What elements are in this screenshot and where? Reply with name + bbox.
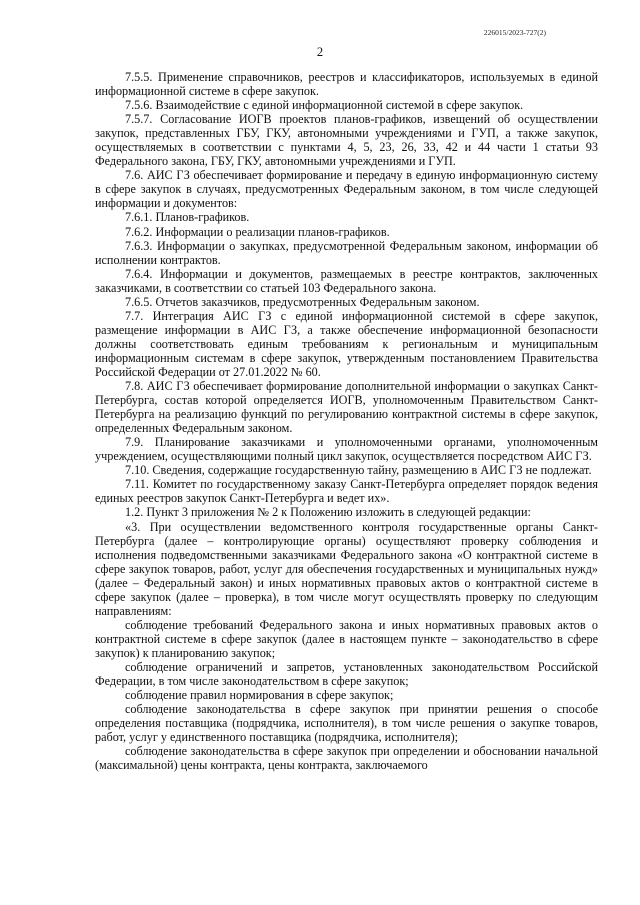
paragraph-7-6-3: 7.6.3. Информации о закупках, предусмотренной Федеральным законом, информации об исполнении контрактов. bbox=[95, 238, 598, 267]
paragraph-direction-3: соблюдение правил нормирования в сфере закупок; bbox=[125, 688, 394, 703]
paragraph-direction-1: соблюдение требований Федерального закона и иных нормативных правовых актов о контрактной системе в сфере закупок (далее в настоящем пункте – законодательство в сфере закупок) к планированию закупок; bbox=[95, 617, 598, 660]
paragraph-direction-5: соблюдение законодательства в сфере закупок при определении и обосновании начальной (максимальной) цены контракта, цены контракта, заключаемого bbox=[95, 744, 598, 773]
paragraph-direction-4: соблюдение законодательства в сфере закупок при принятии решения о способе определения поставщика (подрядчика, исполнителя), в том числе решения о закупке товаров, работ, услуг у единственного поставщика (подрядчика, исполнителя); bbox=[95, 702, 598, 745]
paragraph-direction-2: соблюдение ограничений и запретов, установленных законодательством Российской Федерации, в том числе законодательством в сфере закупок; bbox=[95, 659, 598, 689]
paragraph-7-6-1: 7.6.1. Планов-графиков. bbox=[125, 210, 250, 225]
paragraph-7-5-6: 7.5.6. Взаимодействие с единой информационной системой в сфере закупок. bbox=[125, 98, 524, 113]
paragraph-7-5-5: 7.5.5. Применение справочников, реестров и классификаторов, используемых в единой информационной системе в сфере закупок. bbox=[95, 70, 598, 99]
paragraph-7-10: 7.10. Сведения, содержащие государственную тайну, размещению в АИС ГЗ не подлежат. bbox=[125, 463, 592, 478]
paragraph-7-9: 7.9. Планирование заказчиками и уполномоченными органами, уполномоченным учреждением, осуществляющими полный цикл закупок, осуществляется посредством АИС ГЗ. bbox=[95, 435, 598, 464]
document-number: 226015/2023-727(2) bbox=[483, 28, 546, 37]
paragraph-7-8: 7.8. АИС ГЗ обеспечивает формирование дополнительной информации о закупках Санкт-Петербурга, состав которой определяется ИОГВ, уполномоченным Правительством Санкт-Петербурга на реализацию функций по регулированию контрактной системы в сфере закупок, определенных Федеральным законом. bbox=[95, 379, 598, 436]
paragraph-7-5-7: 7.5.7. Согласование ИОГВ проектов планов-графиков, извещений об осуществлении закупок, представленных ГБУ, ГКУ, автономными учреждениями и ГУП, а также закупок, осуществляемых в соответствии с пунктами 4, 5, 23, 26, 33, 42 и 44 части 1 статьи 93 Федерального закона, ГБУ, ГКУ, автономными учреждениями и ГУП. bbox=[95, 112, 598, 169]
paragraph-7-7: 7.7. Интеграция АИС ГЗ с единой информационной системой в сфере закупок, размещение информации в АИС ГЗ, а также обеспечение информационной безопасности должны соответствовать единым требованиям к региональным и муниципальным информационным системам в сфере закупок, утвержденным постановлением Правительства Российской Федерации от 27.01.2022 № 60. bbox=[95, 308, 598, 379]
paragraph-7-6-2: 7.6.2. Информации о реализации планов-графиков. bbox=[125, 224, 390, 239]
paragraph-1-2: 1.2. Пункт 3 приложения № 2 к Положению изложить в следующей редакции: bbox=[125, 505, 531, 520]
paragraph-7-6: 7.6. АИС ГЗ обеспечивает формирование и передачу в единую информационную систему в сфере закупок в случаях, предусмотренных Федеральным законом, в том числе следующей информации и документов: bbox=[95, 168, 598, 211]
page-number: 2 bbox=[316, 45, 324, 59]
paragraph-3: «3. При осуществлении ведомственного контроля государственные органы Санкт-Петербурга (далее – контролирующие органы) осуществляют проверку соблюдения и исполнения подведомственными заказчиками Федерального закона «О контрактной системе в сфере закупок товаров, работ, услуг для обеспечения государственных и муниципальных нужд» (далее – Федеральный закон) и иных нормативных правовых актов о контрактной системе в сфере закупок (далее – проверка), в том числе могут осуществлять проверку по следующим направлениям: bbox=[95, 519, 598, 618]
document-body bbox=[95, 70, 598, 772]
paragraph-7-11: 7.11. Комитет по государственному заказу Санкт-Петербурга определяет порядок ведения единых реестров закупок Санкт-Петербурга и ведет их». bbox=[95, 477, 598, 506]
paragraph-7-6-4: 7.6.4. Информации и документов, размещаемых в реестре контрактов, заключенных заказчиками, в соответствии со статьей 103 Федерального закона. bbox=[95, 266, 598, 295]
paragraph-7-6-5: 7.6.5. Отчетов заказчиков, предусмотренных Федеральным законом. bbox=[125, 294, 480, 309]
